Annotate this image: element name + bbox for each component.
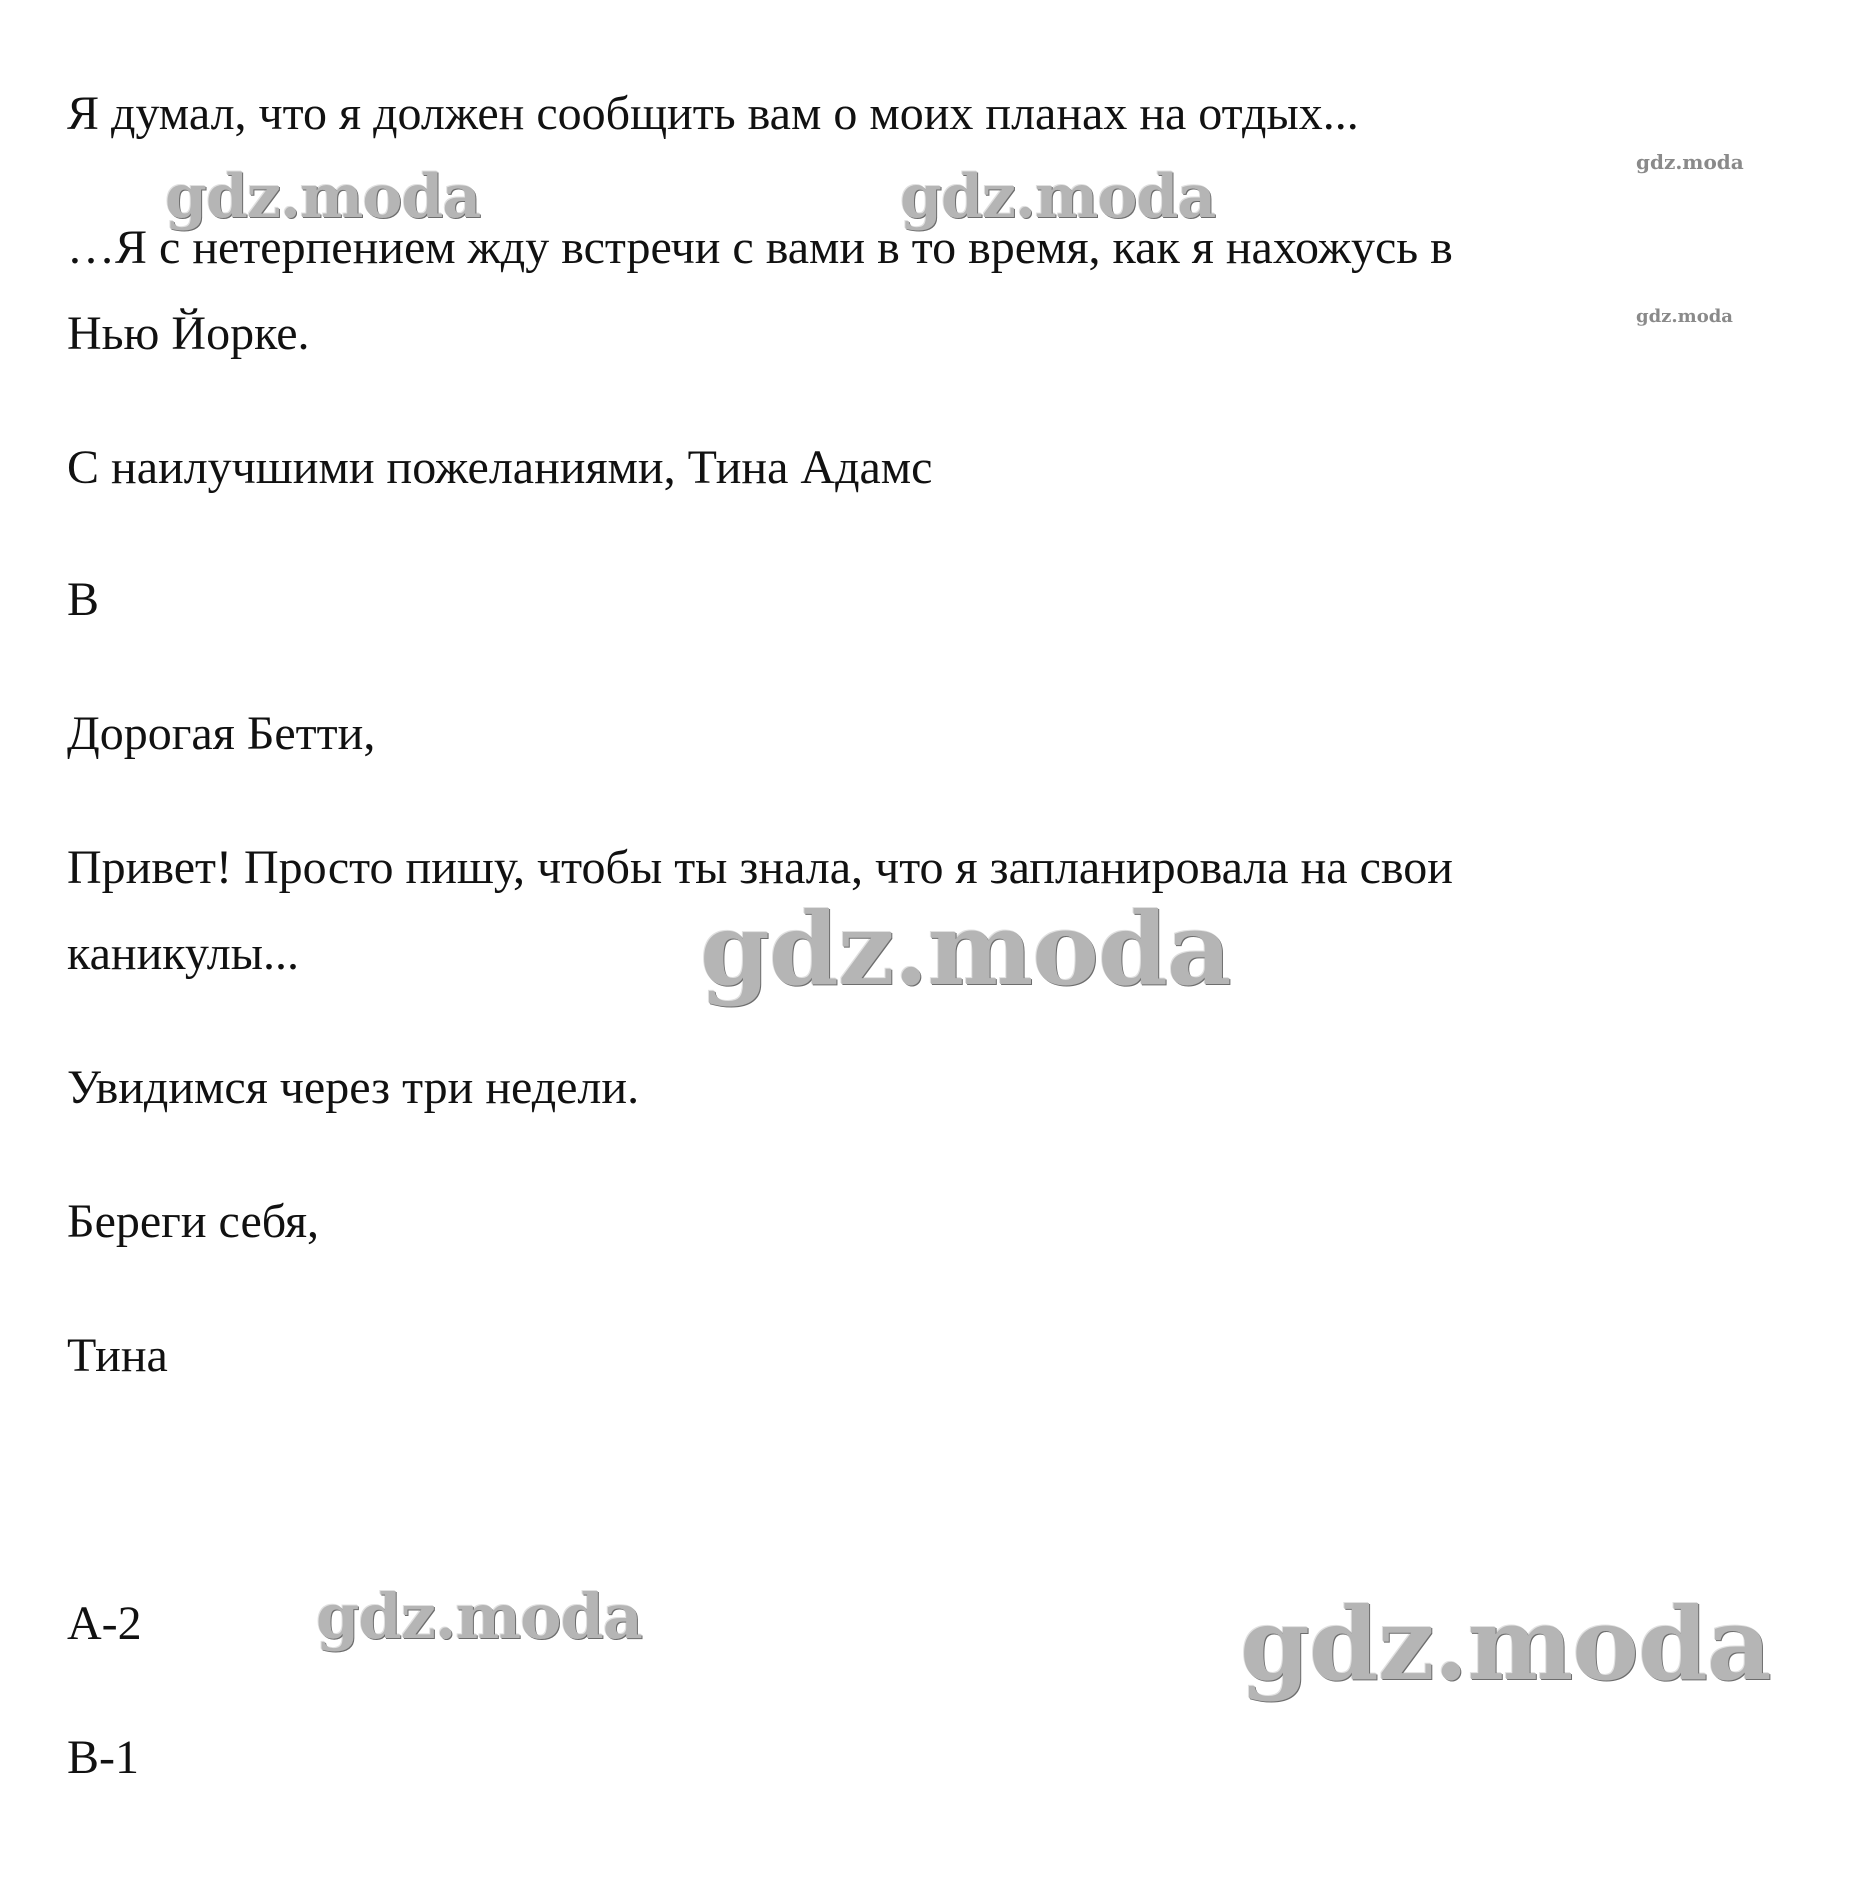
text-line-9: Увидимся через три недели. [67,1061,640,1114]
watermark: gdz.moda [1636,150,1744,174]
text-line-3: Нью Йорке. [67,307,310,360]
watermark: gdz.moda [700,890,1231,1008]
text-line-signature: Тина [67,1329,168,1382]
watermark: gdz.moda [1240,1585,1771,1703]
text-line-4: С наилучшими пожеланиями, Тина Адамс [67,441,933,494]
text-line-7: Привет! Просто пишу, чтобы ты знала, что я запланировала на свои [67,841,1453,894]
section-label-b: B [67,573,100,626]
watermark: gdz.moda [165,162,481,232]
watermark: gdz.moda [900,162,1216,232]
text-line-1: Я думал, что я должен сообщить вам о моих планах на отдых... [67,87,1359,140]
text-line-greeting: Дорогая Бетти, [67,707,376,760]
text-line-2: …Я с нетерпением жду встречи с вами в то время, как я нахожусь в [67,221,1453,274]
text-line-10: Береги себя, [67,1195,320,1248]
text-line-8: каникулы... [67,927,300,980]
watermark: gdz.moda [316,1580,642,1653]
answer-b: B-1 [67,1731,139,1784]
watermark: gdz.moda [1636,306,1733,327]
answer-a: A-2 [67,1597,142,1650]
